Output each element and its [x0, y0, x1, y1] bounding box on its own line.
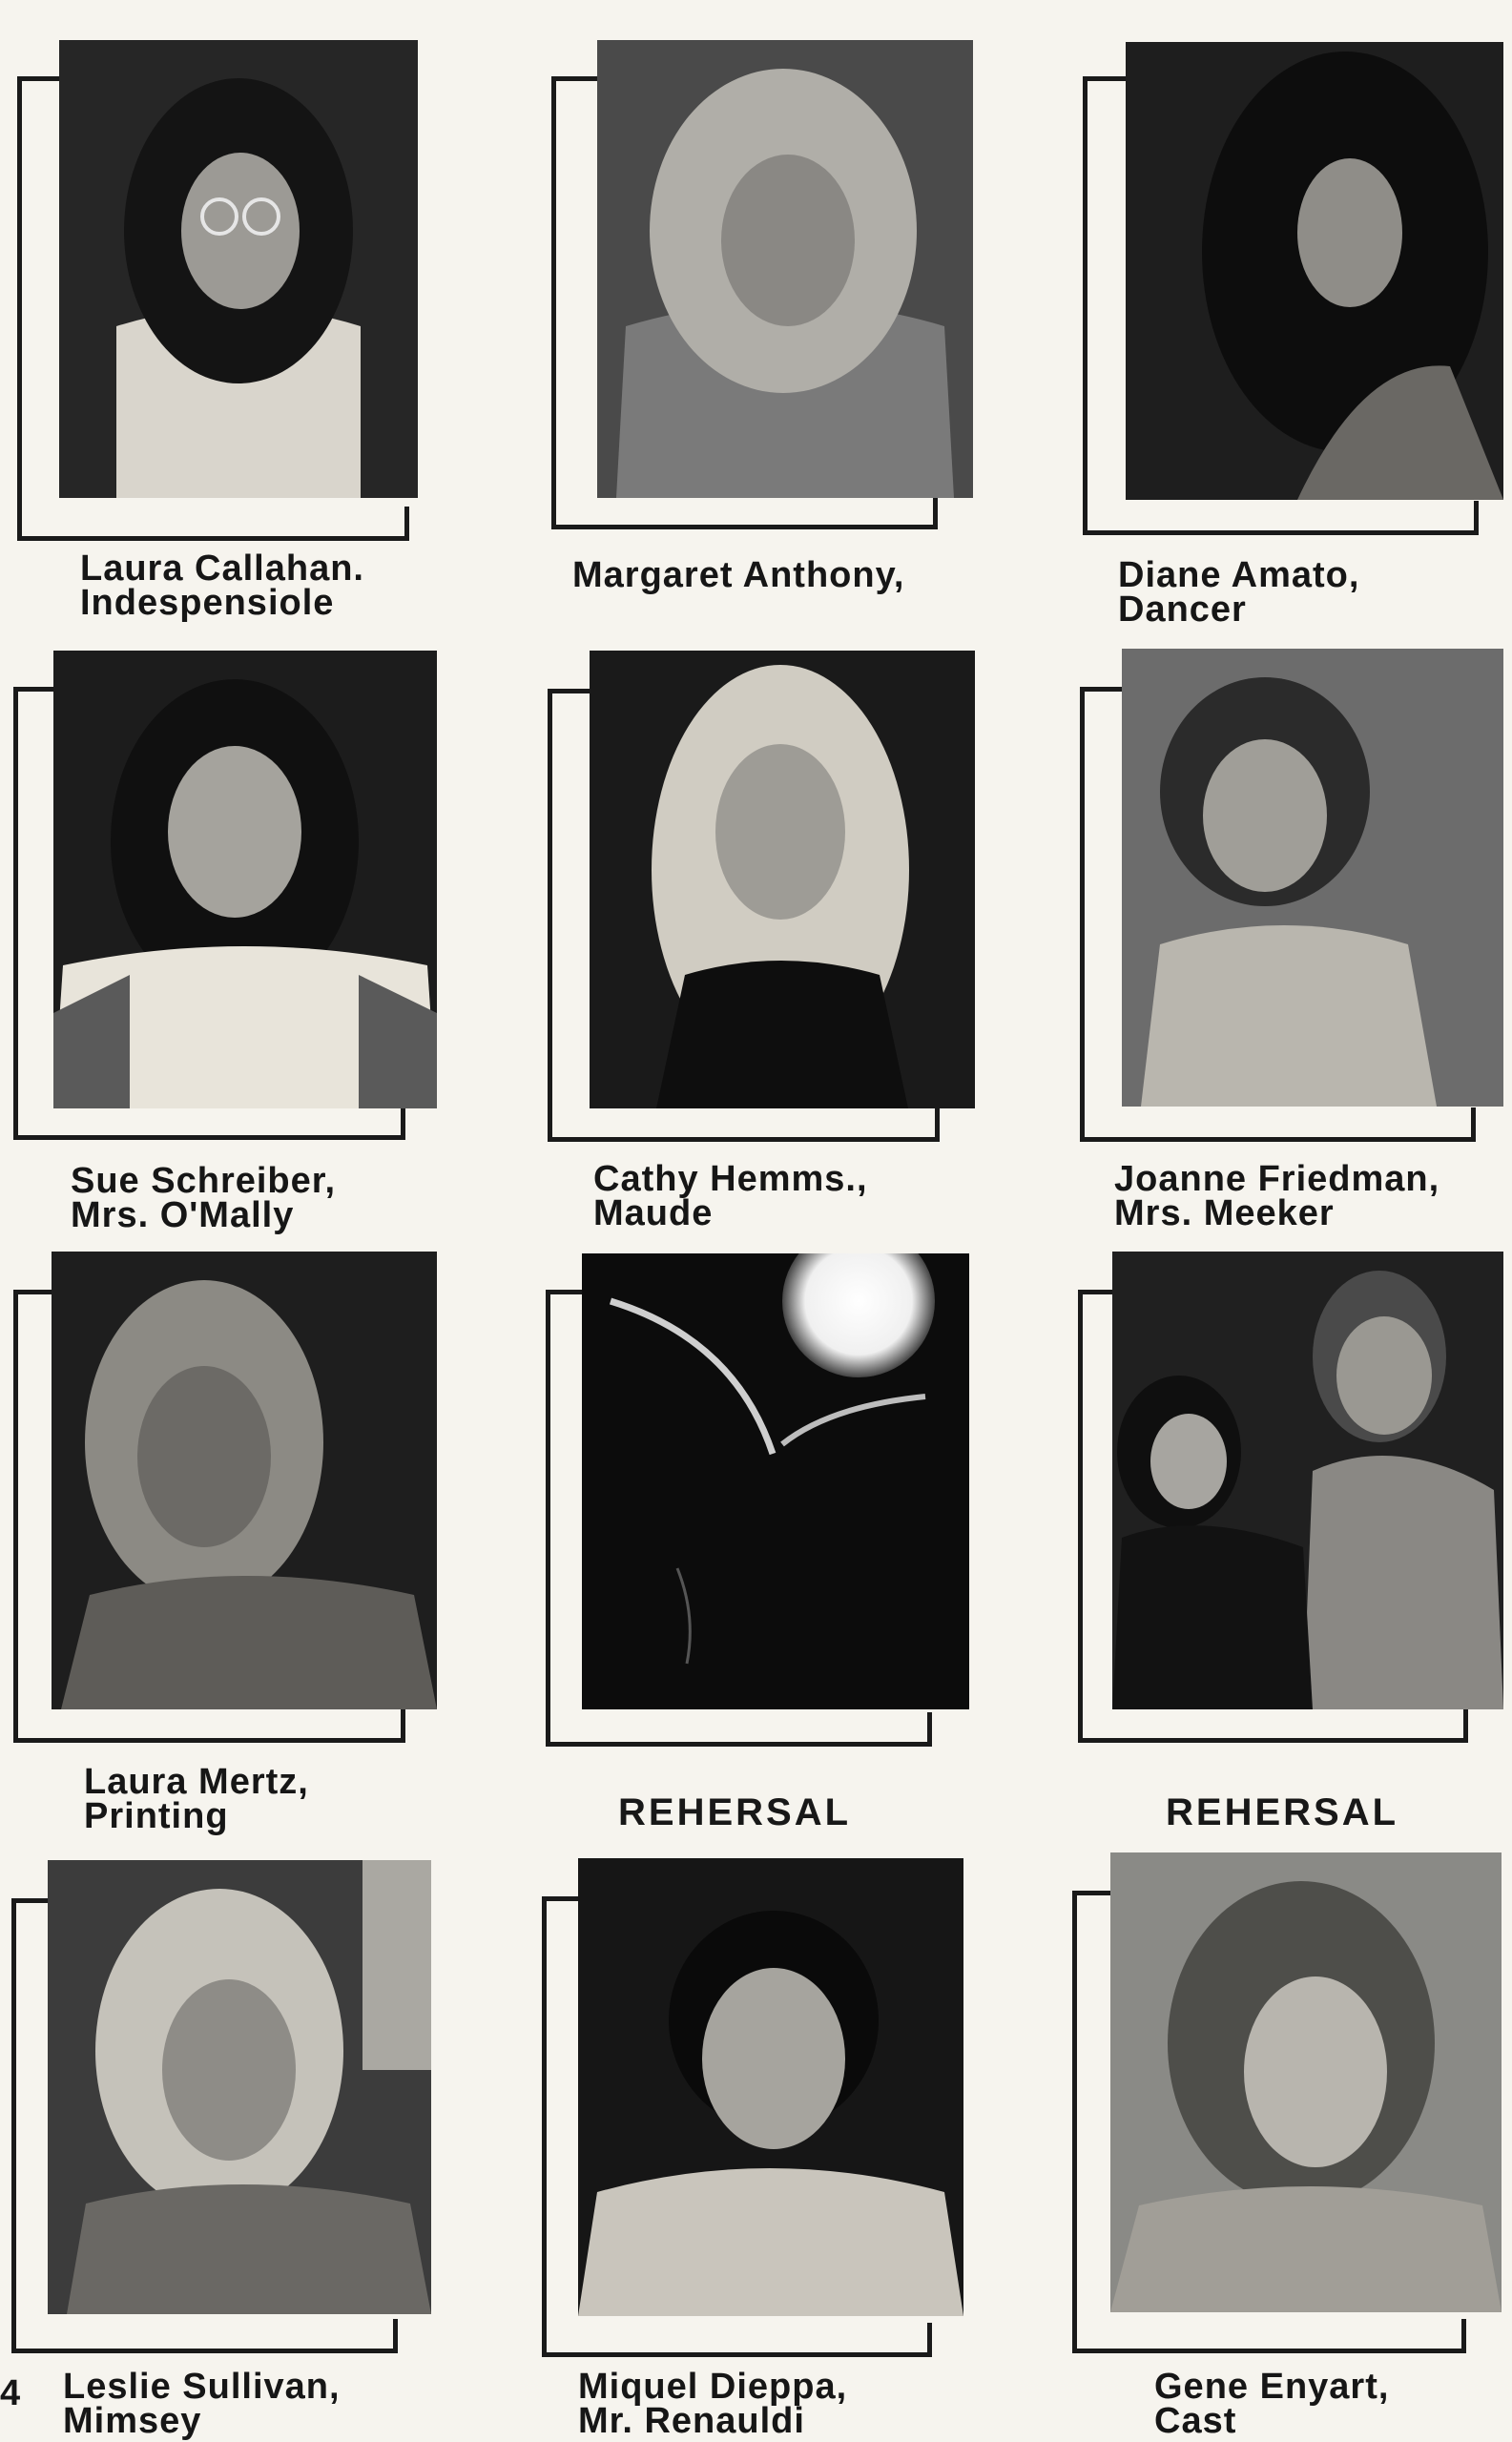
- person-name: Leslie Sullivan,: [63, 2367, 341, 2407]
- person-role: Mr. Renauldi: [578, 2401, 805, 2441]
- portrait-caption: [1118, 555, 1360, 630]
- person-role: Cast: [1154, 2401, 1237, 2441]
- person-name: Miquel Dieppa,: [578, 2367, 848, 2407]
- portrait-caption: [80, 548, 364, 623]
- person-role: Maude: [593, 1193, 714, 1233]
- portrait-photo: [590, 651, 975, 1108]
- rehearsal-photo: [1112, 1252, 1503, 1709]
- person-role: Printing: [84, 1796, 229, 1836]
- person-name: Gene Enyart,: [1154, 2367, 1390, 2407]
- person-role: Mrs. O'Mally: [71, 1195, 295, 1235]
- portrait-caption: [1114, 1159, 1440, 1233]
- portrait-caption: [578, 2367, 848, 2441]
- person-name: Laura Mertz,: [84, 1762, 309, 1802]
- rehearsal-photo: [582, 1253, 969, 1709]
- portrait-photo: [48, 1860, 431, 2314]
- page-number: 4: [0, 2373, 21, 2413]
- portrait-photo: [59, 40, 418, 498]
- section-label: REHERSAL: [618, 1791, 852, 1833]
- portrait-caption: [1154, 2367, 1390, 2441]
- portrait-caption: [593, 1159, 868, 1233]
- portrait-photo: [52, 1252, 437, 1709]
- person-name: Diane Amato,: [1118, 555, 1360, 595]
- person-role: Mimsey: [63, 2401, 202, 2441]
- portrait-photo: [53, 651, 437, 1108]
- person-role: Mrs. Meeker: [1114, 1193, 1335, 1233]
- portrait-caption: [63, 2367, 341, 2441]
- person-role: Dancer: [1118, 590, 1247, 630]
- person-name: Margaret Anthony,: [572, 555, 905, 595]
- person-role: Indespensiole: [80, 583, 335, 623]
- person-name: Cathy Hemms.,: [593, 1159, 868, 1199]
- portrait-photo: [578, 1858, 963, 2316]
- portrait-photo: [1122, 649, 1503, 1107]
- portrait-caption: [84, 1762, 309, 1836]
- portrait-photo: [1126, 42, 1503, 500]
- portrait-photo: [597, 40, 973, 498]
- portrait-photo: [1110, 1852, 1502, 2312]
- section-label: REHERSAL: [1166, 1791, 1399, 1833]
- portrait-caption: [71, 1161, 337, 1235]
- person-name: Joanne Friedman,: [1114, 1159, 1440, 1199]
- person-name: Sue Schreiber,: [71, 1161, 337, 1201]
- person-name: Laura Callahan.: [80, 548, 364, 589]
- portrait-caption: [572, 555, 905, 595]
